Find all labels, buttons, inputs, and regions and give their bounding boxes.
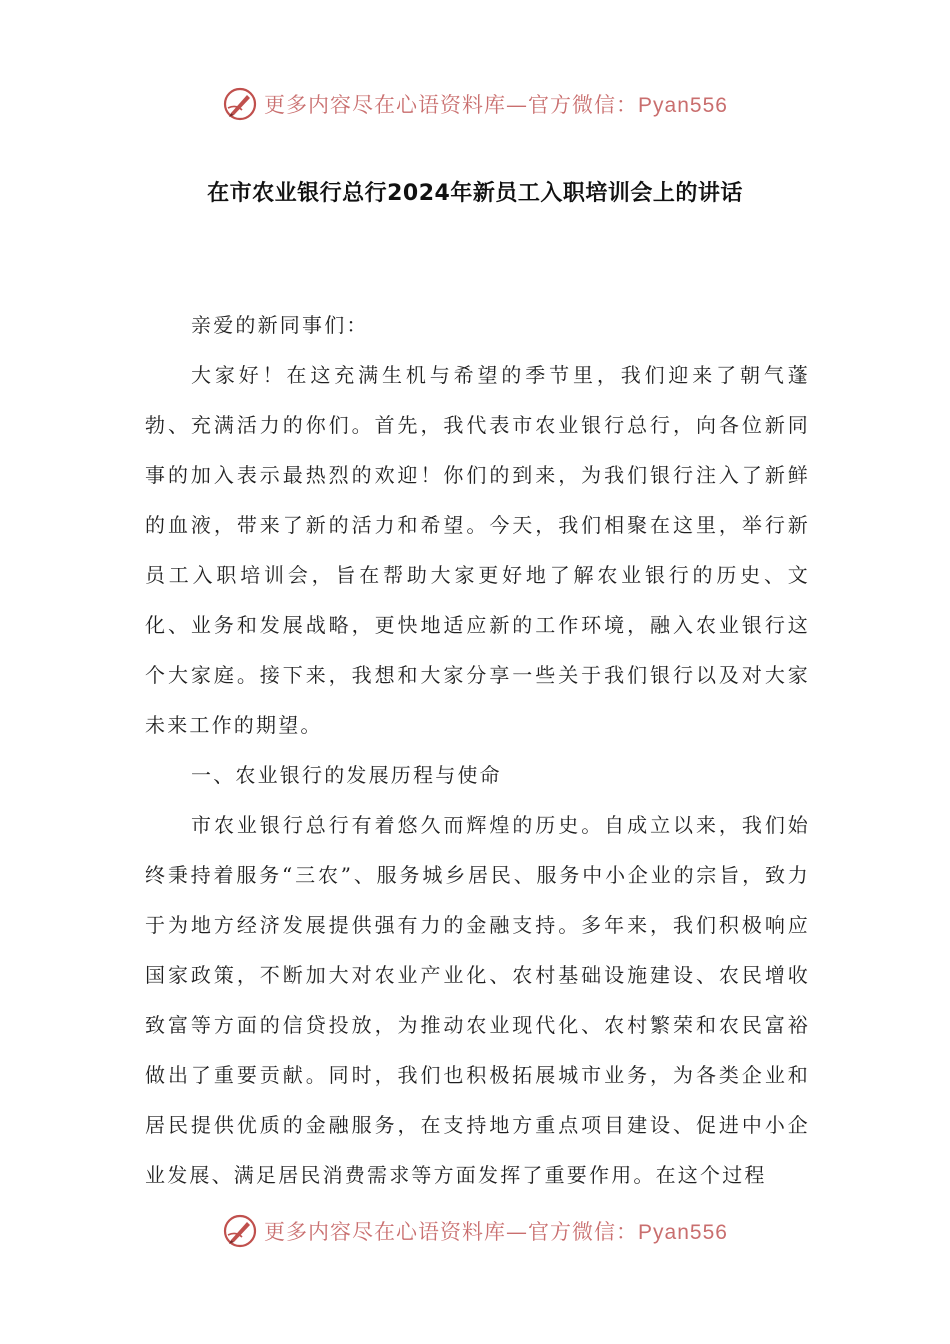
banner-text: 更多内容尽在心语资料库—官方微信：Pyan556 — [264, 1220, 728, 1244]
footer-banner — [0, 1211, 950, 1251]
document-body — [145, 300, 810, 1200]
section-heading: 一、农业银行的发展历程与使命 — [191, 763, 502, 787]
salutation: 亲爱的新同事们： — [191, 313, 369, 337]
wechat-id: Pyan556 — [638, 1221, 728, 1244]
paragraph: 大家好！在这充满生机与希望的季节里，我们迎来了朝气蓬勃、充满活力的你们。首先，我代表市农业银行总行，向各位新同事的加入表示最热烈的欢迎！你们的到来，为我们银行注入了新鲜的血液，带来了新的活力和希望。今天，我们相聚在这里，举行新员工入职培训会，旨在帮助大家更好地了解农业银行的历史、文化、业务和发展战略，更快地适应新的工作环境，融入农业银行这个大家庭。接下来，我想和大家分享一些关于我们银行以及对大家未来工作的期望。 — [145, 363, 810, 737]
paragraph: 市农业银行总行有着悠久而辉煌的历史。自成立以来，我们始终秉持着服务“三农”、服务城乡居民、服务中小企业的宗旨，致力于为地方经济发展提供强有力的金融支持。多年来，我们积极响应国家政策，不断加大对农业产业化、农村基础设施建设、农民增收致富等方面的信贷投放，为推动农业现代化、农村繁荣和农民富裕做出了重要贡献。同时，我们也积极拓展城市业务，为各类企业和居民提供优质的金融服务，在支持地方重点项目建设、促进中小企业发展、满足居民消费需求等方面发挥了重要作用。在这个过程 — [145, 813, 810, 1187]
pen-logo-icon — [222, 86, 258, 122]
pen-logo-icon — [222, 1213, 258, 1249]
header-banner — [0, 84, 950, 124]
document-title: 在市农业银行总行2024年新员工入职培训会上的讲话 — [207, 181, 743, 206]
banner-text: 更多内容尽在心语资料库—官方微信：Pyan556 — [264, 93, 728, 117]
wechat-id: Pyan556 — [638, 94, 728, 117]
